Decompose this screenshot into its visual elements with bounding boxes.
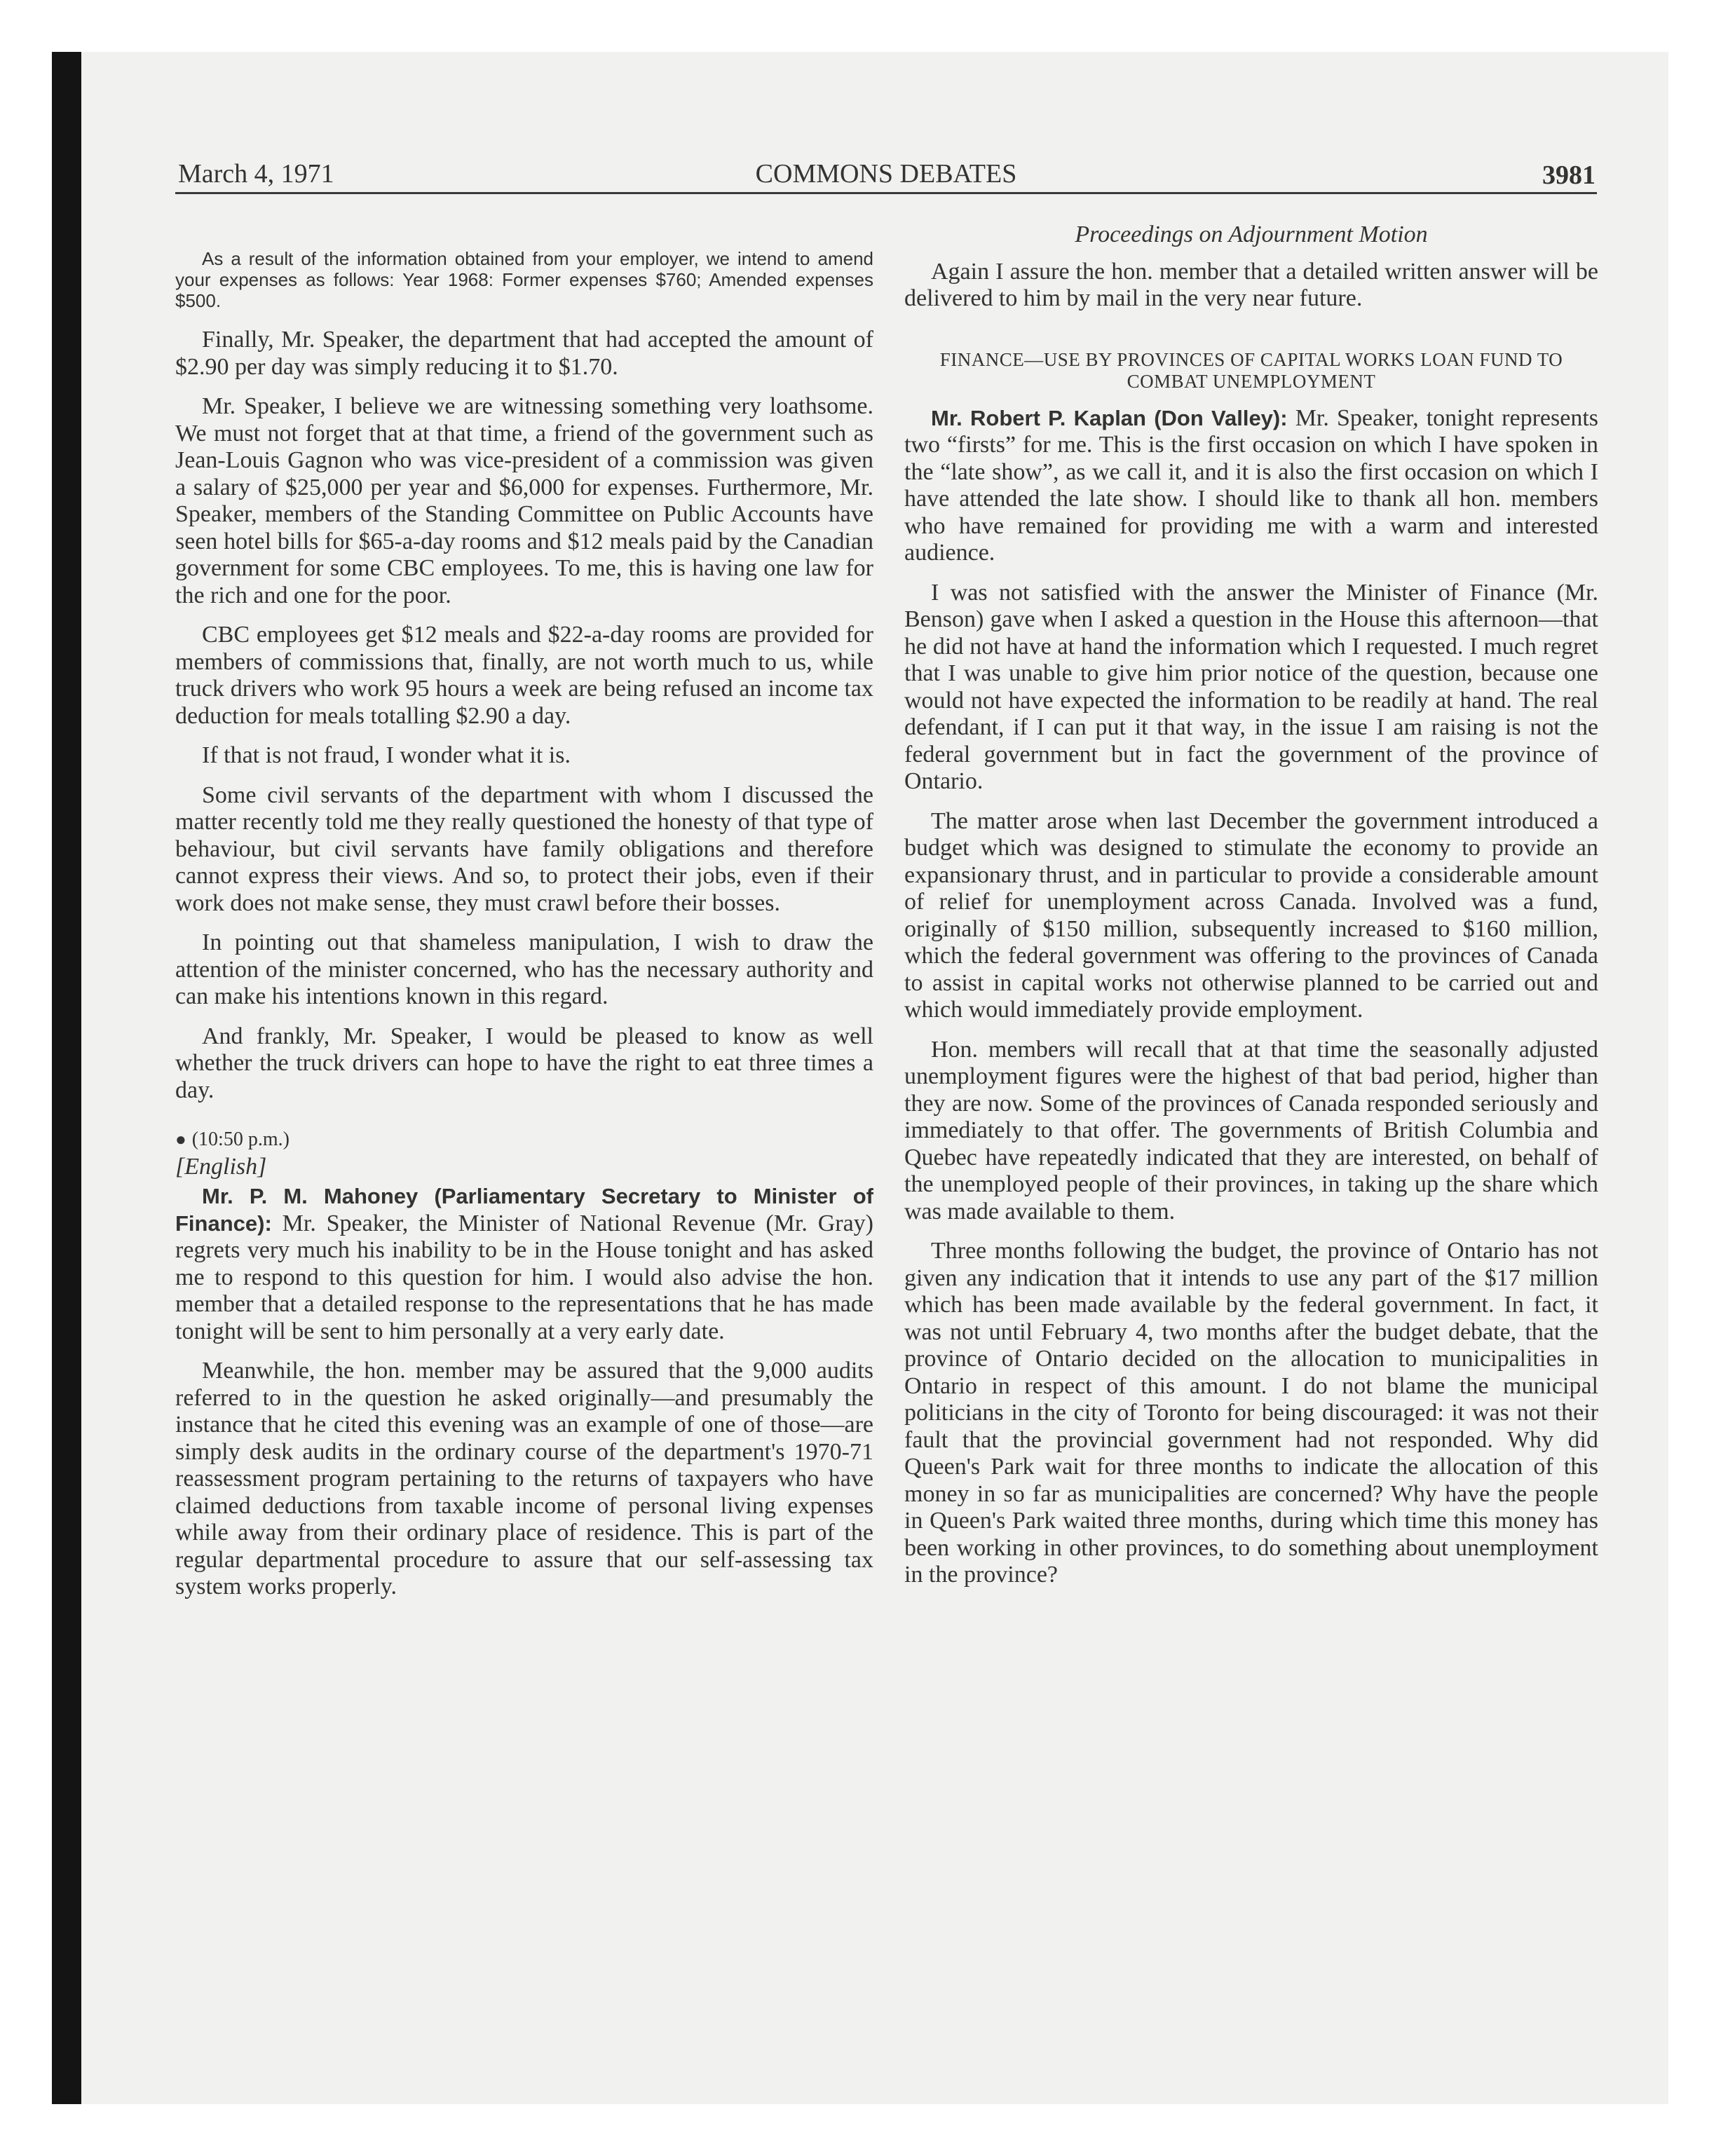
paragraph: Three months following the budget, the province of Ontario has not given any indication that it intends to use any part of the $17 million which has been made available by the federal government. In fact, it was not until February 4, two months after the budget debate, that the province of Ontario decided on the allocation to municipalities in Ontario in respect of this amount. I do not blame the municipal politicians in the city of Toronto for being discouraged: it was not their fault that the provincial government had not responded. Why did Queen's Park wait for three months to indicate the allocation of this money in so far as municipalities are concerned? Why have the people in Queen's Park waited three months, during which time this money has been working in other provinces, to do something about unemployment in the province? <box>904 1238 1598 1588</box>
language-tag: [English] <box>175 1153 267 1180</box>
paragraph: In pointing out that shameless manipulation, I wish to draw the attention of the minister concerned, who has the necessary authority and can make his intentions known in this regard. <box>175 929 873 1009</box>
speech-text: Mr. Speaker, tonight represents two “firsts” for me. This is the first occasion on which I have spoken in the “late show”, as we call it, and it is also the first occasion on which I have attended the late show. I should like to thank all hon. members who have remained for providing me with a warm and interested audience. <box>904 404 1598 566</box>
paragraph: Meanwhile, the hon. member may be assured that the 9,000 audits referred to in the question he asked originally—and presumably the instance that he cited this evening was an example of one of those—are simply desk audits in the ordinary course of the department's 1970-71 reassessment program pertaining to the returns of taxpayers who have claimed deductions from taxable income of personal living expenses while away from their ordinary place of residence. This is part of the regular departmental procedure to assure that our self-assessing tax system works properly. <box>175 1358 873 1599</box>
paragraph: Mr. Speaker, I believe we are witnessing something very loathsome. We must not forget that at that time, a friend of the government such as Jean-Louis Gagnon who was vice-president of a commission was given a salary of $25,000 per year and $6,000 for expenses. Furthermore, Mr. Speaker, members of the Standing Committee on Public Accounts have seen hotel bills for $65-a-day rooms and $12 meals paid by the Canadian government for some CBC employees. To me, this is having one law for the rich and one for the poor. <box>175 393 873 608</box>
debate-heading: FINANCE—USE BY PROVINCES OF CAPITAL WORKS LOAN FUND TO COMBAT UNEMPLOYMENT <box>939 348 1563 392</box>
time-stamp-text: (10:50 p.m.) <box>191 1128 290 1150</box>
speech-text: Mr. Speaker, the Minister of National Revenue (Mr. Gray) regrets very much his inability to be in the House tonight and has asked me to respond to this question for him. I would also advise the hon. member that a detailed response to the representations that he has made tonight will be sent to him personally at a very early date. <box>175 1210 874 1344</box>
page-number: 3981 <box>1542 161 1595 190</box>
paragraph: The matter arose when last December the government introduced a budget which was designed to stimulate the economy to provide an expansionary thrust, and in particular to provide a considerable amount of relief for unemployment across Canada. Involved was a fund, originally of $150 million, subsequently increased to $160 million, which the federal government was offering to the provinces of Canada to assist in capital works not otherwise planned to be carried out and which would immediately provide employment. <box>904 807 1598 1023</box>
paragraph: I was not satisfied with the answer the Minister of Finance (Mr. Benson) gave when I asked a question in the House this afternoon—that he did not have at hand the information which I requested. I much regret that I was unable to give him prior notice of the question, because one would not have expected the information to be readily at hand. The real defendant, if I can put it that way, in the issue I am raising is not the federal government but in fact the government of the province of Ontario. <box>904 579 1598 794</box>
paragraph: CBC employees get $12 meals and $22-a-day rooms are provided for members of commissions that, finally, are not worth much to us, while truck drivers who work 95 hours a week are being refused an income tax deduction for meals totalling $2.90 a day. <box>175 622 873 729</box>
bullet-icon: ● <box>175 1129 186 1149</box>
left-column <box>175 210 873 1613</box>
time-stamp <box>175 1126 873 1154</box>
paragraph: Hon. members will recall that at that time the seasonally adjusted unemployment figures were the highest of that bad period, higher than they are now. Some of the provinces of Canada responded seriously and immediately to that offer. The governments of British Columbia and Quebec have repeatedly indicated that they are interested, on behalf of the unemployed people of their provinces, in taking up the share which was made available to them. <box>904 1036 1598 1224</box>
section-title: Proceedings on Adjournment Motion <box>1075 221 1428 247</box>
paragraph: And frankly, Mr. Speaker, I would be pleased to know as well whether the truck drivers can hope to have the right to eat three times a day. <box>175 1023 873 1103</box>
paragraph <box>904 405 1598 567</box>
paragraph: Some civil servants of the department with whom I discussed the matter recently told me they really questioned the honesty of that type of behaviour, but civil servants have family obligations and therefore cannot express their views. And so, to protect their jobs, even if their work does not make sense, they must crawl before their bosses. <box>175 782 873 916</box>
speaker-name: Mr. Robert P. Kaplan (Don Valley): <box>931 405 1288 430</box>
paragraph: If that is not fraud, I wonder what it is. <box>202 742 571 768</box>
paragraph: Finally, Mr. Speaker, the department that had accepted the amount of $2.90 per day was simply reducing it to $1.70. <box>175 327 873 380</box>
header-title: COMMONS DEBATES <box>755 159 1017 189</box>
speaker-name: Mr. P. M. Mahoney (Parliamentary Secretary to Minister of Finance): <box>175 1184 873 1236</box>
running-header <box>175 156 1597 194</box>
quoted-notice: As a result of the information obtained from your employer, we intend to amend your expenses as follows: Year 1968: Former expenses $760; Amended expenses $500. <box>175 248 873 311</box>
paragraph: Again I assure the hon. member that a detailed written answer will be delivered to him by mail in the very near future. <box>904 258 1598 311</box>
right-column <box>904 210 1598 1602</box>
paragraph <box>175 1183 873 1345</box>
header-date: March 4, 1971 <box>178 159 334 189</box>
